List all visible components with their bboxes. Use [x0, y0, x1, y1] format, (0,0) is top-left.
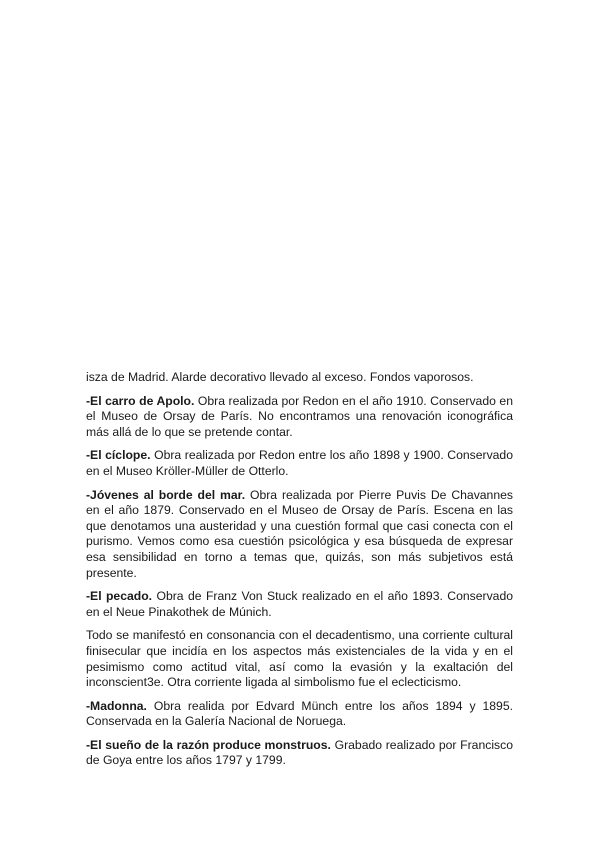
document-body [86, 370, 513, 777]
paragraph-text: Obra realizada por Pierre Puvis De Chavannes en el año 1879. Conservado en el Museo de Orsay de París. Escena en las que denotamos una austeridad y una cuestión formal que casi conecta con el purismo. Vemos como esa cuestión psicológica y esa búsqueda de expresar esa sensibilidad en torno a temas que, quizás, son más subjetivos está presente. [86, 487, 513, 580]
paragraph-text: Grabado realizado por Francisco de Goya entre los años 1797 y 1799. [86, 737, 514, 768]
paragraph-el-ciclope [86, 448, 513, 479]
paragraph-text: Obra realizada por Redon en el año 1910. Conservado en el Museo de Orsay de París. No encontramos una renovación iconográfica más allá de lo que se pretende contar. [86, 393, 513, 439]
paragraph-text: Obra de Franz Von Stuck realizado en el año 1893. Conservado en el Neue Pinakothek de Múnich. [86, 589, 513, 619]
artwork-title: -Jóvenes al borde del mar. [86, 487, 246, 502]
artwork-title: -El cíclope. [86, 448, 151, 463]
paragraph-el-pecado [86, 589, 513, 620]
artwork-title: -El carro de Apolo. [86, 393, 195, 408]
paragraph-el-sueno-de-la-razon [86, 738, 513, 769]
paragraph-text: isza de Madrid. Alarde decorativo llevado al exceso. Fondos vaporosos. [86, 370, 474, 384]
paragraph-text: Todo se manifestó en consonancia con el decadentismo, una corriente cultural finisecular que incidía en los aspectos más existenciales de la vida y en el pesimismo como actitud vital, así como la evasión y la exaltación del inconscient3e. Otra corriente ligada al simbolismo fue el eclecticismo. [86, 628, 513, 690]
artwork-title: -Madonna. [86, 698, 147, 713]
paragraph-jovenes-al-borde-del-mar [86, 488, 513, 582]
paragraph-el-carro-de-apolo [86, 394, 513, 441]
paragraph-madonna [86, 699, 513, 730]
artwork-title: -El sueño de la razón produce monstruos. [86, 737, 331, 752]
paragraph-text: Obra realida por Edvard Münch entre los años 1894 y 1895. Conservada en la Galería Nacional de Noruega. [86, 698, 513, 729]
artwork-title: -El pecado. [86, 589, 153, 604]
paragraph-continuation [86, 370, 513, 386]
paragraph-text: Obra realizada por Redon entre los año 1898 y 1900. Conservado en el Museo Kröller-Müller de Otterlo. [86, 448, 513, 478]
paragraph-decadentismo [86, 628, 513, 690]
